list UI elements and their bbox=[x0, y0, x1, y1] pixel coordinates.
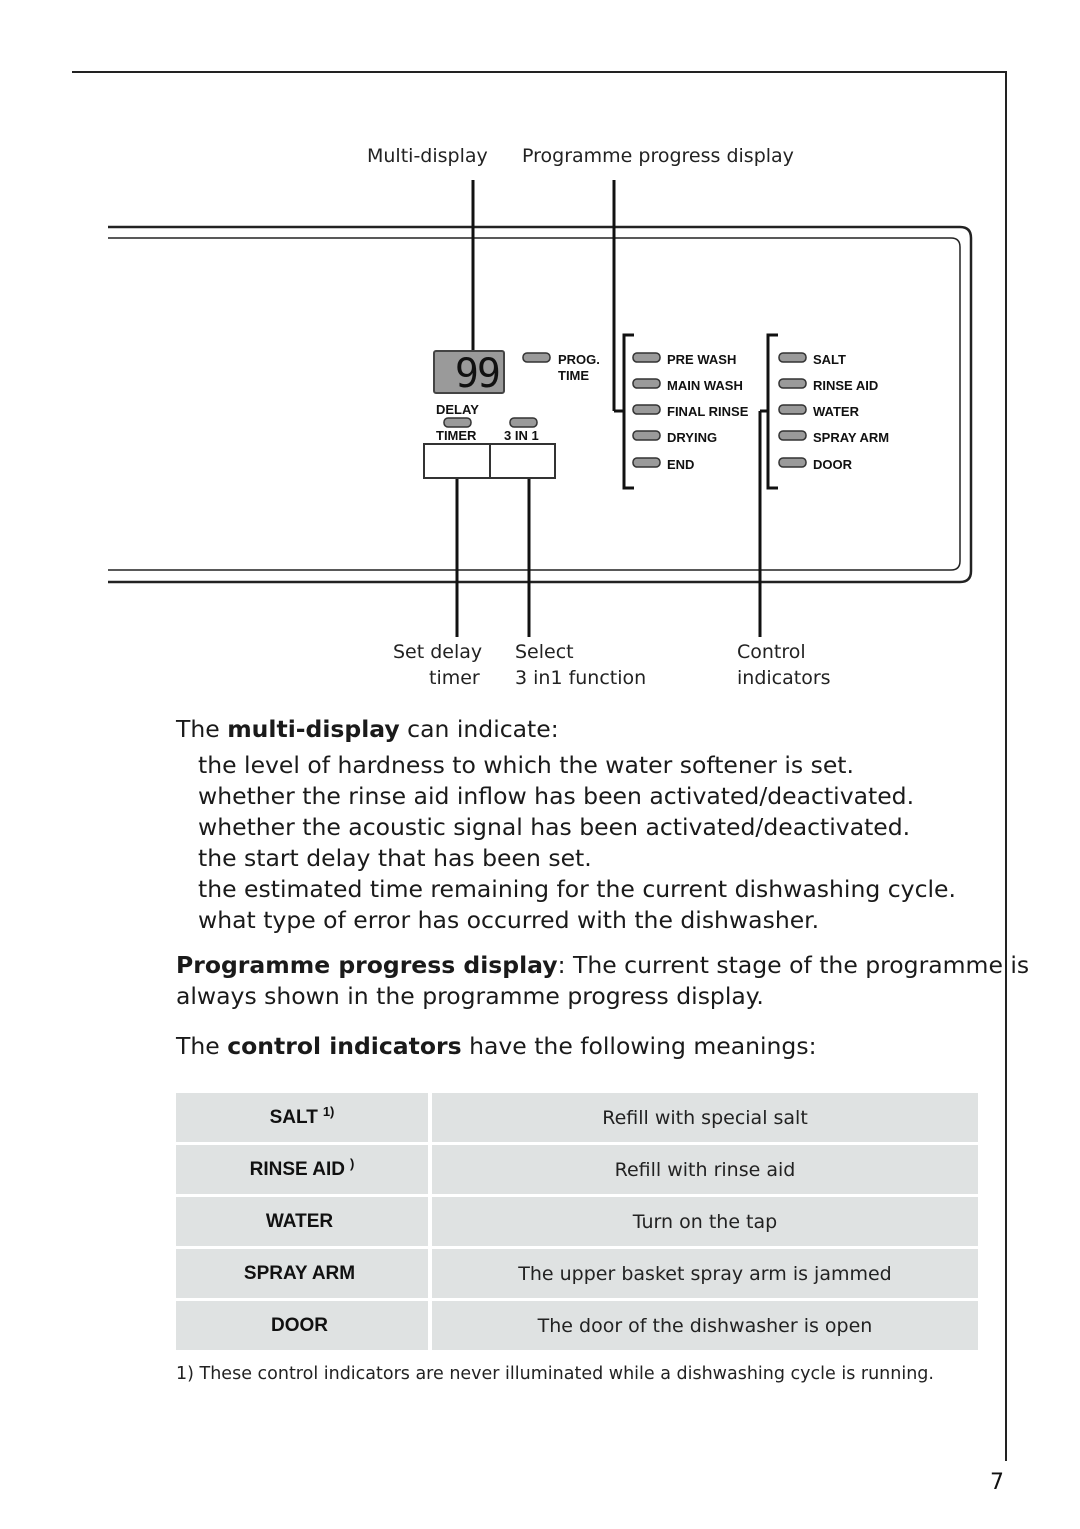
pre-wash-label: PRE WASH bbox=[667, 352, 737, 367]
list-item: whether the rinse aid inflow has been activated/deactivated. bbox=[198, 782, 915, 810]
control-indicators-table bbox=[176, 1093, 978, 1353]
select-callout-1: Select bbox=[515, 641, 574, 663]
page-number: 7 bbox=[990, 1470, 1004, 1495]
salt-led bbox=[778, 352, 808, 364]
main-wash-led bbox=[632, 378, 662, 390]
prog-time-led bbox=[522, 352, 552, 364]
set-delay-callout-2: timer bbox=[429, 667, 480, 689]
door-led bbox=[778, 457, 808, 469]
prog-time-label-2: TIME bbox=[558, 368, 590, 383]
multi-display-list bbox=[198, 750, 956, 936]
water-label: WATER bbox=[813, 404, 859, 419]
control-callout-2: indicators bbox=[737, 667, 831, 689]
three-in-one-label: 3 IN 1 bbox=[504, 428, 539, 443]
control-callout-1: Control bbox=[737, 641, 806, 663]
drying-led bbox=[632, 430, 662, 442]
table-row bbox=[176, 1145, 978, 1194]
multi-display-intro: The multi-display can indicate: bbox=[176, 715, 559, 743]
drying-label: DRYING bbox=[667, 430, 718, 445]
main-wash-label: MAIN WASH bbox=[667, 378, 743, 393]
list-item: whether the acoustic signal has been activated/deactivated. bbox=[198, 813, 911, 841]
progress-paragraph-line2: always shown in the programme progress display. bbox=[176, 982, 764, 1010]
footnote: 1) These control indicators are never illuminated while a dishwashing cycle is running. bbox=[176, 1364, 934, 1384]
pre-wash-led bbox=[632, 352, 662, 364]
rinse-aid-label: RINSE AID bbox=[813, 378, 879, 393]
list-item: what type of error has occurred with the dishwasher. bbox=[198, 906, 820, 934]
progress-display-callout: Programme progress display bbox=[522, 145, 794, 167]
list-item: the level of hardness to which the water softener is set. bbox=[198, 751, 854, 779]
select-callout-2: 3 in1 function bbox=[515, 667, 647, 689]
list-item: the start delay that has been set. bbox=[198, 844, 592, 872]
indicator-meaning: The upper basket spray arm is jammed bbox=[432, 1249, 978, 1298]
indicator-name: WATER bbox=[176, 1197, 428, 1246]
multi-display-callout: Multi-display bbox=[367, 145, 488, 167]
progress-paragraph-line1: Programme progress display: The current stage of the programme is bbox=[176, 951, 1030, 979]
delay-timer-button[interactable] bbox=[423, 443, 491, 479]
multi-display-readout: 99 bbox=[433, 350, 505, 394]
final-rinse-led bbox=[632, 404, 662, 416]
set-delay-callout-1: Set delay bbox=[393, 641, 483, 663]
door-label: DOOR bbox=[813, 457, 852, 472]
final-rinse-label: FINAL RINSE bbox=[667, 404, 749, 419]
table-row bbox=[176, 1197, 978, 1246]
indicator-meaning: Turn on the tap bbox=[432, 1197, 978, 1246]
indicator-name: SALT $^{1)}$ bbox=[176, 1093, 428, 1142]
three-in-one-button[interactable] bbox=[489, 443, 556, 479]
water-led bbox=[778, 404, 808, 416]
delay-label-2: TIMER bbox=[436, 428, 477, 443]
indicator-meaning: The door of the dishwasher is open bbox=[432, 1301, 978, 1350]
table-row bbox=[176, 1249, 978, 1298]
spray-arm-led bbox=[778, 430, 808, 442]
control-indicators-intro: The control indicators have the following meanings: bbox=[176, 1032, 817, 1060]
list-item: the estimated time remaining for the current dishwashing cycle. bbox=[198, 875, 956, 903]
table-row bbox=[176, 1093, 978, 1142]
prog-time-label-1: PROG. bbox=[558, 352, 600, 367]
indicator-name: SPRAY ARM bbox=[176, 1249, 428, 1298]
delay-label-1: DELAY bbox=[436, 402, 479, 417]
salt-label: SALT bbox=[813, 352, 846, 367]
end-label: END bbox=[667, 457, 695, 472]
spray-arm-label: SPRAY ARM bbox=[813, 430, 890, 445]
indicator-meaning: Refill with special salt bbox=[432, 1093, 978, 1142]
indicator-name: DOOR bbox=[176, 1301, 428, 1350]
indicator-name: RINSE AID ) bbox=[176, 1145, 428, 1194]
end-led bbox=[632, 457, 662, 469]
table-row bbox=[176, 1301, 978, 1350]
indicator-meaning: Refill with rinse aid bbox=[432, 1145, 978, 1194]
rinse-aid-led bbox=[778, 378, 808, 390]
